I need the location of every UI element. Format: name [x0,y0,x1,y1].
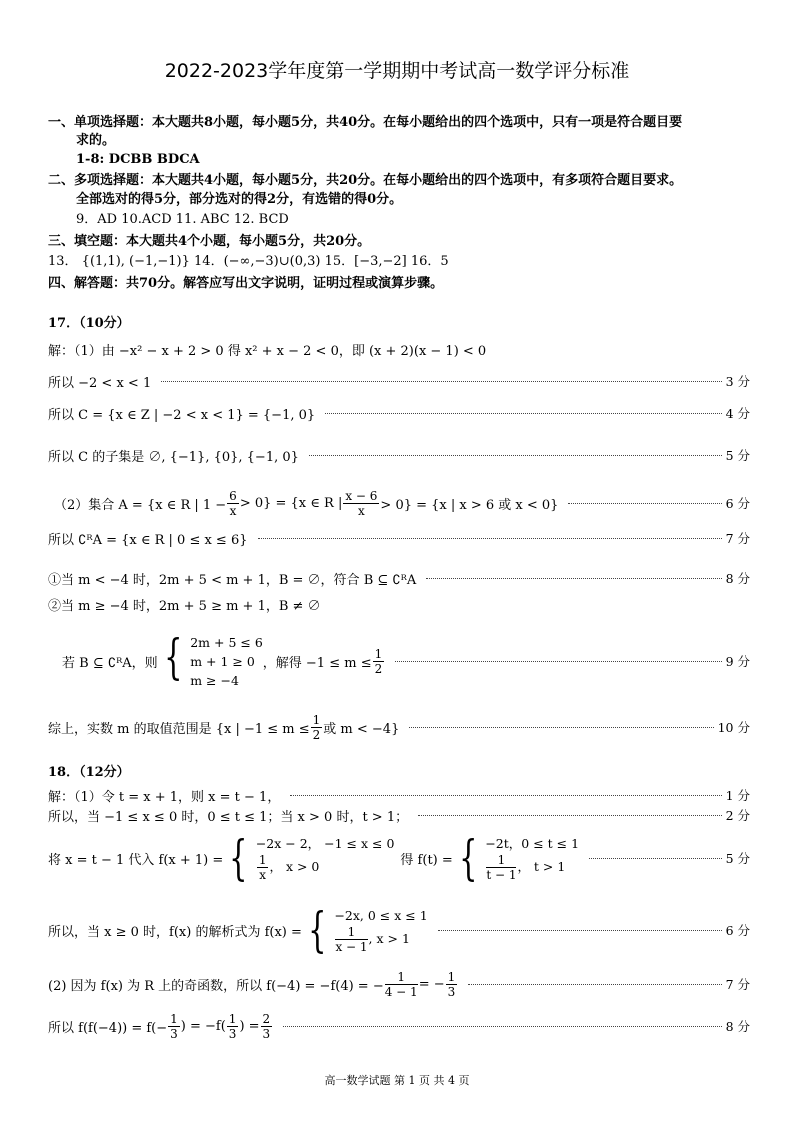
score: 6 分 [725,923,750,938]
leader-dots [418,815,721,816]
numerator: 1 [385,970,418,985]
denominator: 3 [170,1026,178,1041]
numerator: 6 [229,488,237,503]
fraction [311,713,323,742]
left-brace: { [458,830,478,886]
q17-step-4 [48,445,750,465]
step-text: 所以，当 x ≥ 0 时，f(x) 的解析式为 f(x) = [48,924,302,940]
step-text: 所以，当 −1 ≤ x ≤ 0 时，0 ≤ t ≤ 1；当 x > 0 时，t > 1； [48,809,409,825]
q17-step-5 [48,488,750,518]
q18-step-1 [48,785,750,805]
case-condition: , x > 1 [368,931,410,946]
q18-step-3 [48,826,750,890]
score: 6 分 [725,496,750,511]
denominator: 3 [228,1026,237,1041]
step-text: 若 B ⊆ ∁ᴿA，则 [62,655,158,671]
page-footer: 高一数学试题 第 1 页 共 4 页 [324,1074,470,1087]
cases [334,906,427,954]
leader-dots [438,930,722,931]
case-2 [256,853,395,882]
step-text: 将 x = t − 1 代入 f(x + 1) = [48,852,224,868]
step-text: ①当 m < −4 时，2m + 5 < m + 1，B = ∅，符合 B ⊆ ∁ᴿA [48,572,417,588]
cases [190,633,263,690]
fraction [257,853,269,882]
fraction [486,853,516,882]
section-1-heading-cont: 求的。 [76,133,116,148]
case-1: 2m + 5 ≤ 6 [190,634,263,650]
step-text: 所以 C = {x ∈ Z | −2 < x < 1} = {−1, 0} [48,407,316,423]
denominator: x [229,503,237,518]
denominator: t − 1 [486,868,517,882]
q18-step-5 [48,968,750,1000]
q17-line-1: 解：（1）由 −x² − x + 2 > 0 得 x² + x − 2 < 0，即 (x + 2)(x − 1) < 0 [48,344,487,359]
q17-step-10 [48,712,750,742]
q18-step-2 [48,805,750,825]
score: 5 分 [725,448,750,463]
case-3: m ≥ −4 [190,672,239,688]
case-condition: ， t > 1 [517,859,566,874]
numerator: 1 [335,925,367,940]
score: 1 分 [725,788,750,803]
case-condition: ， x > 0 [269,859,320,874]
score: 8 分 [725,571,750,586]
step-text: （2）集合 A = {x ∈ R | 1 − [54,497,227,513]
case-2: m + 1 ≥ 0 [190,653,255,669]
q18-heading: 18．（12分） [48,765,130,780]
fraction [373,647,385,676]
step-text: 所以 f(f(−4)) = f(− [48,1020,168,1036]
piecewise-ft [453,830,580,886]
case-1: −2x, 0 ≤ x ≤ 1 [334,908,428,923]
section-2-answers: 9．AD 10.ACD 11. ABC 12. BCD [76,212,289,227]
piecewise-fx1 [223,830,395,886]
fraction [343,489,379,518]
score: 10 分 [717,720,750,735]
step-text: 所以 −2 < x < 1 [48,375,152,391]
case-1: −2x − 2， −1 ≤ x ≤ 0 [255,836,395,851]
score: 4 分 [725,406,750,421]
denominator: 2 [374,661,383,676]
step-text: (2) 因为 f(x) 为 R 上的奇函数，所以 f(−4) = −f(4) = − [48,978,384,994]
fraction [446,970,458,999]
numerator: 1 [447,969,456,984]
q17-step-7 [48,568,750,588]
section-3-heading: 三、填空题：本大题共4个小题，每小题5分，共20分。 [48,234,371,249]
cases [256,834,395,882]
step-text: > 0} = {x | x > 6 或 x < 0} [380,497,559,513]
leader-dots [409,727,713,728]
case-1: −2t，0 ≤ t ≤ 1 [485,836,580,851]
section-4-heading: 四、解答题：共70分。解答应写出文字说明，证明过程或演算步骤。 [48,276,444,291]
q17-step-9 [48,628,750,694]
numerator: 2 [262,1011,271,1026]
numerator: 1 [258,853,267,867]
step-text: ) = −f( [180,1018,226,1034]
denominator: x − 1 [335,940,368,954]
step-text: 所以 C 的子集是 ∅, {−1}, {0}, {−1, 0} [48,449,299,465]
leader-dots [325,413,721,414]
q17-heading: 17．（10分） [48,316,130,331]
numerator: 1 [228,1011,237,1026]
fraction [227,1012,239,1041]
step-text: 综上，实数 m 的取值范围是 {x | −1 ≤ m ≤ [48,721,310,737]
left-brace: { [163,628,183,685]
score: 2 分 [725,808,750,823]
case-2 [334,925,427,954]
step-text: ，解得 −1 ≤ m ≤ [262,655,372,671]
cases [485,834,579,882]
step-text: 所以 ∁ᴿA = {x ∈ R | 0 ≤ x ≤ 6} [48,532,248,548]
denominator: 3 [262,1026,271,1041]
leader-dots [290,795,721,796]
fraction [261,1012,273,1041]
leader-dots [568,503,721,504]
leader-dots [395,661,721,662]
leader-dots [589,858,722,859]
numerator: 1 [486,853,516,868]
inequality-system [158,628,263,690]
fraction [335,925,367,954]
left-brace: { [308,902,327,958]
score: 7 分 [725,531,750,546]
score: 9 分 [725,654,750,669]
denominator: 4 − 1 [384,984,418,999]
denominator: 2 [312,727,321,742]
score: 7 分 [725,977,750,992]
q17-step-6 [48,528,750,548]
step-text: 或 m < −4} [323,721,400,737]
q17-step-2 [48,371,750,391]
q17-step-3 [48,403,750,423]
score: 3 分 [725,374,750,389]
q18-step-4 [48,898,750,962]
section-2-heading-cont: 全部选对的得5分，部分选对的得2分，有选错的得0分。 [76,192,403,207]
numerator: 1 [312,712,321,727]
leader-dots [309,455,722,456]
step-text: > 0} = {x ∈ R | [239,495,343,511]
section-2-heading: 二、多项选择题：本大题共4小题，每小题5分，共20分。在每小题给出的四个选项中，有多项符合题目要求。 [48,173,683,188]
case-2 [485,853,579,882]
q18-step-6 [48,1010,750,1042]
q17-line-8: ②当 m ≥ −4 时，2m + 5 ≥ m + 1，B ≠ ∅ [48,599,321,614]
step-text: = − [418,976,445,992]
step-text: 解：（1）令 t = x + 1，则 x = t − 1， [48,789,281,805]
step-text: 得 f(t) = [400,852,453,868]
fraction [168,1012,180,1041]
leader-dots [468,984,721,985]
score: 8 分 [725,1019,750,1034]
left-brace: { [229,830,248,886]
fraction [385,970,418,999]
numerator: 1 [170,1011,178,1026]
leader-dots [426,578,721,579]
step-text: ) = [239,1018,260,1034]
leader-dots [283,1026,721,1027]
score: 5 分 [725,851,750,866]
leader-dots [161,381,721,382]
leader-dots [258,538,722,539]
denominator: x [259,868,267,882]
section-3-answers: 13． {(1,1), (−1,−1)} 14．(−∞,−3)∪(0,3) 15．[−3,−2] 16．5 [48,254,449,269]
denominator: x [357,503,365,518]
denominator: 3 [447,984,456,999]
page-title: 2022-2023学年度第一学期期中考试高一数学评分标准 [164,60,630,82]
section-1-answers: 1-8: DCBB BDCA [76,152,200,167]
piecewise-fx [302,902,428,958]
numerator: 1 [374,646,383,661]
numerator: x − 6 [345,488,378,503]
section-1-heading: 一、单项选择题：本大题共8小题，每小题5分，共40分。在每小题给出的四个选项中，只有一项是符合题目要 [48,115,683,130]
fraction [227,489,239,518]
